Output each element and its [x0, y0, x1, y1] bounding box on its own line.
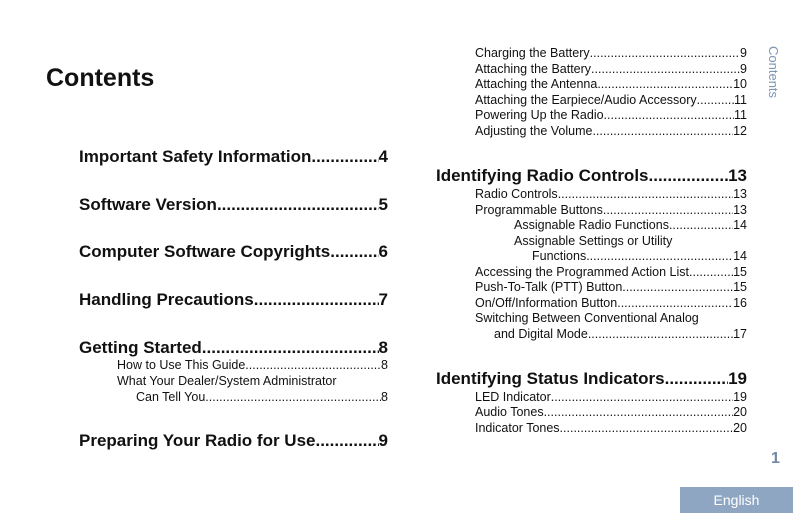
toc-entry-page: 16: [733, 296, 747, 310]
toc-subentry-assignable-settings[interactable]: [532, 249, 747, 264]
dot-leader: [649, 165, 729, 187]
toc-entry-title: Functions: [532, 249, 587, 263]
toc-subentry-switching-line1[interactable]: Switching Between Conventional Analog: [475, 311, 699, 325]
toc-entry-page: 11: [734, 93, 747, 107]
dot-leader: [330, 241, 378, 263]
toc-entry-title: Indicator Tones: [475, 421, 560, 435]
toc-subentry-attaching-battery[interactable]: [475, 62, 747, 77]
dot-leader: [205, 390, 381, 405]
dot-leader: [669, 218, 733, 233]
page-number: 1: [771, 450, 780, 467]
toc-subentry-accessing[interactable]: [475, 265, 747, 280]
toc-entry-title: Radio Controls: [475, 187, 558, 201]
toc-entry-title: Powering Up the Radio: [475, 108, 604, 122]
toc-entry-title: Programmable Buttons: [475, 203, 603, 217]
dot-leader: [245, 358, 381, 373]
section-side-tab: Contents: [766, 46, 781, 99]
toc-entry-status-indicators[interactable]: [436, 368, 747, 390]
toc-entry-page: 13: [733, 203, 747, 217]
toc-subentry-volume[interactable]: [475, 124, 747, 139]
dot-leader: [588, 327, 733, 342]
toc-entry-title: Identifying Status Indicators: [436, 369, 665, 388]
toc-entry-title: Software Version: [79, 195, 217, 214]
toc-entry-page: 6: [378, 242, 388, 261]
dot-leader: [217, 194, 379, 216]
toc-entry-page: 12: [733, 124, 747, 138]
toc-subentry-switching[interactable]: [494, 327, 747, 342]
toc-entry-page: 9: [378, 431, 388, 450]
dot-leader: [560, 421, 734, 436]
page-title: Contents: [46, 64, 155, 92]
toc-entry-title: Important Safety Information: [79, 147, 312, 166]
toc-entry-safety[interactable]: [79, 146, 388, 168]
dot-leader: [697, 93, 734, 108]
dot-leader: [622, 280, 733, 295]
toc-entry-page: 8: [381, 390, 388, 404]
toc-subentry-audio-tones[interactable]: [475, 405, 747, 420]
toc-subentry-indicator-tones[interactable]: [475, 421, 747, 436]
toc-entry-title: Preparing Your Radio for Use: [79, 431, 316, 450]
toc-entry-page: 15: [733, 280, 747, 294]
toc-entry-title: Attaching the Battery: [475, 62, 592, 76]
toc-entry-page: 17: [733, 327, 747, 341]
dot-leader: [592, 124, 733, 139]
toc-entry-title: Computer Software Copyrights: [79, 242, 331, 261]
toc-entry-handling[interactable]: [79, 289, 388, 311]
toc-entry-title: Attaching the Antenna: [475, 77, 598, 91]
dot-leader: [604, 108, 734, 123]
toc-entry-page: 9: [740, 62, 747, 76]
dot-leader: [590, 46, 740, 61]
toc-subentry-assignable-settings-line1[interactable]: Assignable Settings or Utility: [514, 234, 673, 248]
dot-leader: [315, 430, 378, 452]
toc-entry-title: LED Indicator: [475, 390, 551, 404]
dot-leader: [311, 146, 378, 168]
toc-entry-page: 19: [733, 390, 747, 404]
toc-entry-title: Identifying Radio Controls: [436, 166, 649, 185]
dot-leader: [591, 62, 740, 77]
dot-leader: [558, 187, 733, 202]
dot-leader: [586, 249, 733, 264]
toc-entry-page: 11: [734, 108, 747, 122]
toc-subentry-ptt[interactable]: [475, 280, 747, 295]
toc-entry-title: Charging the Battery: [475, 46, 590, 60]
toc-entry-title: How to Use This Guide: [117, 358, 246, 372]
dot-leader: [617, 296, 733, 311]
toc-entry-title: Accessing the Programmed Action List: [475, 265, 689, 279]
toc-subentry-assignable-functions[interactable]: [514, 218, 747, 233]
toc-entry-title: Audio Tones: [475, 405, 544, 419]
toc-entry-page: 13: [733, 187, 747, 201]
toc-entry-title: Handling Precautions: [79, 290, 254, 309]
toc-entry-getting-started[interactable]: [79, 337, 388, 359]
dot-leader: [665, 368, 728, 390]
toc-subentry-attaching-antenna[interactable]: [475, 77, 747, 92]
toc-subentry-earpiece[interactable]: [475, 93, 747, 108]
toc-subentry-charging[interactable]: [475, 46, 747, 61]
toc-entry-page: 13: [728, 166, 747, 185]
dot-leader: [689, 265, 733, 280]
toc-entry-page: 15: [733, 265, 747, 279]
toc-subentry-programmable[interactable]: [475, 203, 747, 218]
toc-subentry-powering-up[interactable]: [475, 108, 747, 123]
toc-entry-title: Push-To-Talk (PTT) Button: [475, 280, 623, 294]
toc-subentry-onoff[interactable]: [475, 296, 747, 311]
toc-entry-page: 19: [728, 369, 747, 388]
dot-leader: [202, 337, 379, 359]
toc-subentry-dealer[interactable]: [136, 390, 388, 405]
toc-entry-title: Assignable Radio Functions: [514, 218, 669, 232]
toc-entry-page: 14: [733, 249, 747, 263]
toc-entry-page: 8: [381, 358, 388, 372]
toc-entry-page: 20: [733, 405, 747, 419]
toc-entry-title: and Digital Mode: [494, 327, 588, 341]
toc-entry-title: Attaching the Earpiece/Audio Accessory: [475, 93, 697, 107]
toc-entry-title: Can Tell You: [136, 390, 206, 404]
toc-entry-radio-controls[interactable]: [436, 165, 747, 187]
toc-entry-page: 7: [378, 290, 388, 309]
dot-leader: [603, 203, 733, 218]
toc-entry-copyrights[interactable]: [79, 241, 388, 263]
toc-entry-preparing[interactable]: [79, 430, 388, 452]
toc-entry-page: 8: [378, 338, 388, 357]
dot-leader: [597, 77, 733, 92]
toc-subentry-led[interactable]: [475, 390, 747, 405]
toc-entry-page: 5: [378, 195, 388, 214]
toc-subentry-dealer-line1[interactable]: What Your Dealer/System Administrator: [117, 374, 337, 388]
toc-entry-title: Getting Started: [79, 338, 202, 357]
toc-entry-software-version[interactable]: [79, 194, 388, 216]
toc-entry-page: 9: [740, 46, 747, 60]
toc-entry-page: 10: [733, 77, 747, 91]
toc-entry-page: 20: [733, 421, 747, 435]
toc-entry-page: 14: [733, 218, 747, 232]
dot-leader: [551, 390, 733, 405]
dot-leader: [544, 405, 734, 420]
toc-entry-title: On/Off/Information Button: [475, 296, 618, 310]
language-tab: English: [680, 487, 793, 513]
toc-subentry-how-to-use[interactable]: [117, 358, 388, 373]
toc-entry-page: 4: [378, 147, 388, 166]
toc-entry-title: Adjusting the Volume: [475, 124, 593, 138]
dot-leader: [254, 289, 379, 311]
toc-subentry-controls[interactable]: [475, 187, 747, 202]
